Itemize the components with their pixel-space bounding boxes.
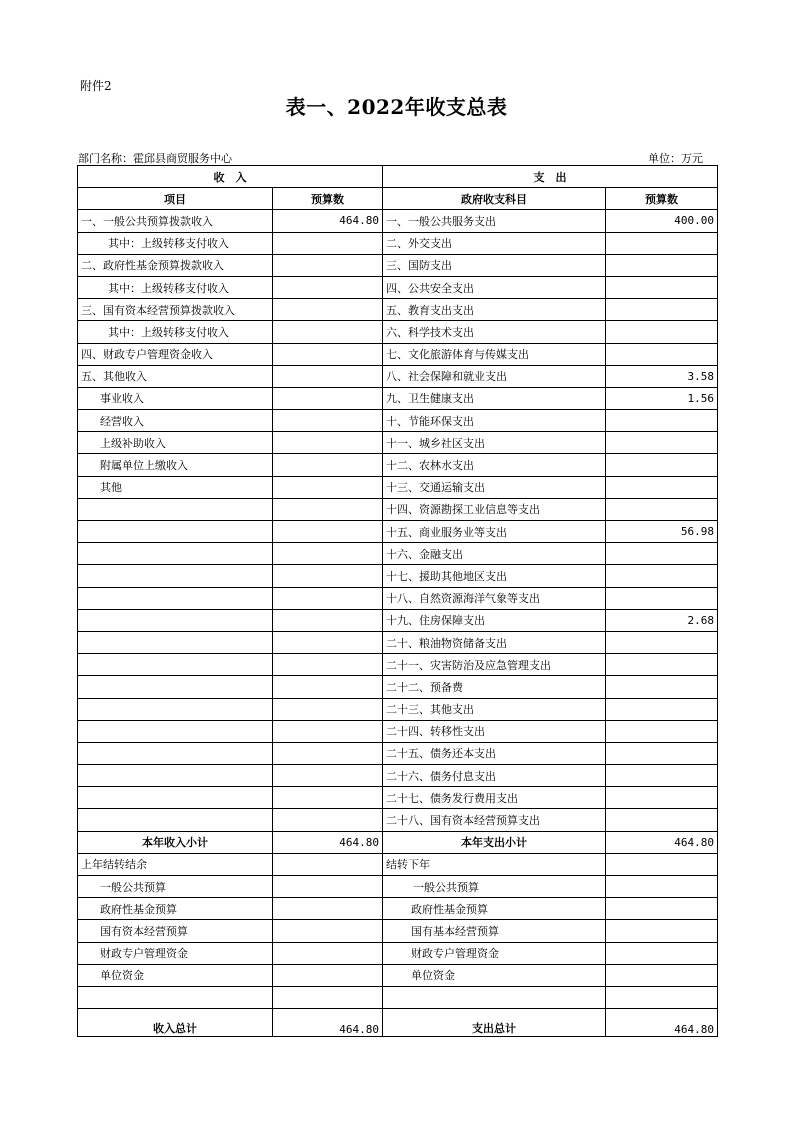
expense-value <box>606 476 718 498</box>
table-row <box>78 454 718 476</box>
expense-item: 本年支出小计 <box>383 831 606 853</box>
income-item: 二、政府性基金预算拨款收入 <box>78 254 273 276</box>
expense-item: 五、教育支出支出 <box>383 299 606 321</box>
table-row <box>78 476 718 498</box>
expense-value <box>606 299 718 321</box>
total-row <box>78 1009 718 1037</box>
income-item: 单位资金 <box>78 964 273 986</box>
income-item: 其中：上级转移支付收入 <box>78 232 273 254</box>
budget-header: 预算数 <box>273 188 383 210</box>
expense-value: 2.68 <box>606 609 718 631</box>
department-name: 部门名称：霍邱县商贸服务中心 <box>78 152 232 165</box>
income-value <box>273 609 383 631</box>
table-row <box>78 787 718 809</box>
expense-item: 十四、资源勘探工业信息等支出 <box>383 498 606 520</box>
income-value <box>273 276 383 298</box>
income-value <box>273 986 383 1008</box>
income-value <box>273 942 383 964</box>
expense-item: 十一、城乡社区支出 <box>383 432 606 454</box>
expense-value <box>606 565 718 587</box>
carry-row <box>78 920 718 942</box>
expense-item: 二十二、预备费 <box>383 676 606 698</box>
expense-value <box>606 454 718 476</box>
expense-item: 十五、商业服务业等支出 <box>383 521 606 543</box>
expense-item: 十九、住房保障支出 <box>383 609 606 631</box>
expense-value: 464.80 <box>606 831 718 853</box>
income-item <box>78 631 273 653</box>
expense-value <box>606 410 718 432</box>
table-row <box>78 299 718 321</box>
income-value <box>273 876 383 898</box>
income-item: 国有资本经营预算 <box>78 920 273 942</box>
budget2-header: 预算数 <box>606 188 718 210</box>
table-row <box>78 410 718 432</box>
expense-value: 464.80 <box>606 1009 718 1037</box>
expense-item: 二十、粮油物资储备支出 <box>383 631 606 653</box>
income-item <box>78 986 273 1008</box>
expense-item: 二十五、债务还本支出 <box>383 742 606 764</box>
income-item: 其中：上级转移支付收入 <box>78 321 273 343</box>
income-item <box>78 742 273 764</box>
expense-item: 二十六、债务付息支出 <box>383 765 606 787</box>
table-row <box>78 210 718 232</box>
table-row <box>78 742 718 764</box>
expense-item: 一般公共预算 <box>383 876 606 898</box>
expense-value <box>606 631 718 653</box>
expense-item: 十六、金融支出 <box>383 543 606 565</box>
expense-value <box>606 809 718 831</box>
income-item: 一般公共预算 <box>78 876 273 898</box>
attachment-label: 附件2 <box>80 79 112 93</box>
income-value <box>273 232 383 254</box>
income-item: 一、一般公共预算拨款收入 <box>78 210 273 232</box>
income-item: 其他 <box>78 476 273 498</box>
table-row <box>78 276 718 298</box>
table-row <box>78 498 718 520</box>
page-title: 表一、2022年收支总表 <box>285 95 508 119</box>
carry-row <box>78 898 718 920</box>
subtotal-row <box>78 831 718 853</box>
income-value <box>273 698 383 720</box>
table-row <box>78 698 718 720</box>
expense-value <box>606 498 718 520</box>
expense-value <box>606 654 718 676</box>
income-item: 上级补助收入 <box>78 432 273 454</box>
income-value <box>273 787 383 809</box>
income-item <box>78 765 273 787</box>
expense-item: 二十四、转移性支出 <box>383 720 606 742</box>
income-value <box>273 387 383 409</box>
item-header: 项目 <box>78 188 273 210</box>
income-item: 附属单位上缴收入 <box>78 454 273 476</box>
table-row <box>78 387 718 409</box>
income-item <box>78 609 273 631</box>
table-row <box>78 232 718 254</box>
income-value <box>273 742 383 764</box>
expense-value <box>606 254 718 276</box>
expense-item: 六、科学技术支出 <box>383 321 606 343</box>
income-value <box>273 676 383 698</box>
gov-item-header: 政府收支科目 <box>383 188 606 210</box>
income-value <box>273 254 383 276</box>
table-row <box>78 365 718 387</box>
income-item <box>78 498 273 520</box>
expense-header: 支 出 <box>383 166 718 188</box>
table-row <box>78 343 718 365</box>
table-row <box>78 321 718 343</box>
income-item <box>78 587 273 609</box>
table-row <box>78 587 718 609</box>
carry-row <box>78 964 718 986</box>
income-item: 其中：上级转移支付收入 <box>78 276 273 298</box>
expense-value <box>606 543 718 565</box>
expense-value <box>606 432 718 454</box>
income-item: 收入总计 <box>78 1009 273 1037</box>
income-value <box>273 720 383 742</box>
expense-value: 56.98 <box>606 521 718 543</box>
income-item: 上年结转结余 <box>78 853 273 875</box>
expense-item: 八、社会保障和就业支出 <box>383 365 606 387</box>
expense-value <box>606 920 718 942</box>
expense-value <box>606 698 718 720</box>
expense-value <box>606 720 718 742</box>
expense-item <box>383 986 606 1008</box>
expense-item: 一、一般公共服务支出 <box>383 210 606 232</box>
income-item: 政府性基金预算 <box>78 898 273 920</box>
expense-item: 七、文化旅游体育与传媒支出 <box>383 343 606 365</box>
table-row <box>78 521 718 543</box>
carry-row <box>78 876 718 898</box>
income-value <box>273 809 383 831</box>
income-value <box>273 321 383 343</box>
income-value <box>273 654 383 676</box>
expense-item: 二十八、国有资本经营预算支出 <box>383 809 606 831</box>
income-item <box>78 720 273 742</box>
income-value <box>273 543 383 565</box>
income-item <box>78 565 273 587</box>
expense-value <box>606 343 718 365</box>
income-item <box>78 543 273 565</box>
expense-value <box>606 876 718 898</box>
expense-item: 支出总计 <box>383 1009 606 1037</box>
expense-value: 3.58 <box>606 365 718 387</box>
income-value <box>273 432 383 454</box>
table-row <box>78 631 718 653</box>
income-item <box>78 787 273 809</box>
income-value: 464.80 <box>273 1009 383 1037</box>
expense-value: 400.00 <box>606 210 718 232</box>
expense-item: 十七、援助其他地区支出 <box>383 565 606 587</box>
table-row <box>78 565 718 587</box>
expense-value <box>606 321 718 343</box>
expense-item: 十二、农林水支出 <box>383 454 606 476</box>
income-item <box>78 521 273 543</box>
expense-value <box>606 787 718 809</box>
income-value <box>273 565 383 587</box>
expense-value <box>606 964 718 986</box>
expense-item: 单位资金 <box>383 964 606 986</box>
expense-value <box>606 942 718 964</box>
budget-summary-table <box>77 165 718 1037</box>
income-item: 三、国有资本经营预算拨款收入 <box>78 299 273 321</box>
expense-item: 二、外交支出 <box>383 232 606 254</box>
section-header-row <box>78 166 718 188</box>
income-item <box>78 698 273 720</box>
table-row <box>78 543 718 565</box>
expense-value <box>606 986 718 1008</box>
income-item <box>78 809 273 831</box>
income-value <box>273 410 383 432</box>
expense-value: 1.56 <box>606 387 718 409</box>
income-value <box>273 343 383 365</box>
table-row <box>78 765 718 787</box>
income-item: 财政专户管理资金 <box>78 942 273 964</box>
income-item <box>78 654 273 676</box>
expense-item: 十八、自然资源海洋气象等支出 <box>383 587 606 609</box>
carry-row <box>78 853 718 875</box>
expense-value <box>606 853 718 875</box>
income-value <box>273 498 383 520</box>
expense-value <box>606 232 718 254</box>
expense-value <box>606 898 718 920</box>
expense-item: 二十三、其他支出 <box>383 698 606 720</box>
income-value <box>273 454 383 476</box>
income-header: 收 入 <box>78 166 383 188</box>
income-value <box>273 765 383 787</box>
income-item: 事业收入 <box>78 387 273 409</box>
expense-item: 财政专户管理资金 <box>383 942 606 964</box>
expense-item: 二十七、债务发行费用支出 <box>383 787 606 809</box>
expense-item: 九、卫生健康支出 <box>383 387 606 409</box>
table-row <box>78 254 718 276</box>
column-header-row <box>78 188 718 210</box>
income-item <box>78 676 273 698</box>
income-item: 四、财政专户管理资金收入 <box>78 343 273 365</box>
income-value <box>273 920 383 942</box>
carry-row <box>78 942 718 964</box>
income-value: 464.80 <box>273 210 383 232</box>
income-value <box>273 898 383 920</box>
expense-value <box>606 276 718 298</box>
income-value <box>273 476 383 498</box>
table-row <box>78 809 718 831</box>
table-row <box>78 609 718 631</box>
expense-item: 十、节能环保支出 <box>383 410 606 432</box>
expense-item: 四、公共安全支出 <box>383 276 606 298</box>
table-row <box>78 676 718 698</box>
expense-value <box>606 765 718 787</box>
income-value <box>273 631 383 653</box>
expense-value <box>606 742 718 764</box>
income-value <box>273 964 383 986</box>
unit-label: 单位：万元 <box>648 152 703 165</box>
income-value <box>273 853 383 875</box>
expense-item: 十三、交通运输支出 <box>383 476 606 498</box>
table-row <box>78 654 718 676</box>
expense-item: 国有基本经营预算 <box>383 920 606 942</box>
expense-item: 二十一、灾害防治及应急管理支出 <box>383 654 606 676</box>
carry-row <box>78 986 718 1008</box>
income-item: 经营收入 <box>78 410 273 432</box>
expense-item: 三、国防支出 <box>383 254 606 276</box>
income-value <box>273 521 383 543</box>
income-item: 本年收入小计 <box>78 831 273 853</box>
expense-value <box>606 587 718 609</box>
expense-value <box>606 676 718 698</box>
income-item: 五、其他收入 <box>78 365 273 387</box>
table-row <box>78 720 718 742</box>
income-value: 464.80 <box>273 831 383 853</box>
expense-item: 结转下年 <box>383 853 606 875</box>
income-value <box>273 299 383 321</box>
income-value <box>273 587 383 609</box>
table-row <box>78 432 718 454</box>
expense-item: 政府性基金预算 <box>383 898 606 920</box>
income-value <box>273 365 383 387</box>
